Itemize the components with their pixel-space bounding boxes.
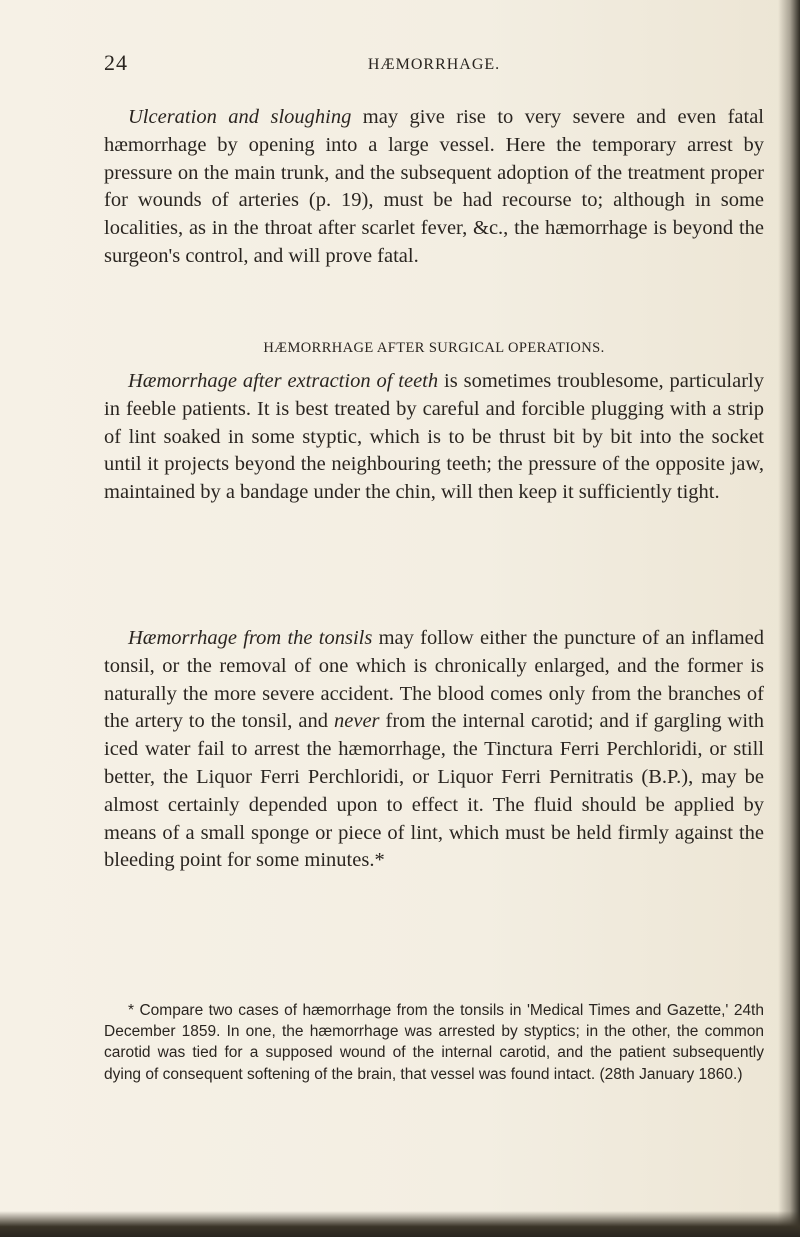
paragraph-teeth xyxy=(104,368,764,507)
paragraph-body: is sometimes troublesome, particularly in feeble patients. It is best treated by careful and forcible plugging with a strip of lint soaked in some styptic, which is to be thrust bit by bit into the socket until it projects beyond the neighbouring teeth; the pressure of the opposite jaw, maintained by a bandage under the chin, will then keep it sufficiently tight. xyxy=(104,370,764,504)
page-edge-shadow xyxy=(778,0,800,1237)
paragraph-text xyxy=(104,368,764,507)
paragraph-text xyxy=(104,625,764,875)
paragraph-tonsils xyxy=(104,625,764,875)
paragraph-lead: Ulceration and sloughing xyxy=(128,106,352,128)
paragraph-ulceration xyxy=(104,104,764,271)
running-head-title: HÆMORRHAGE. xyxy=(367,56,501,73)
paragraph-lead: Hæmorrhage after extraction of teeth xyxy=(128,370,439,392)
emphasis-never: never xyxy=(334,710,380,733)
paragraph-body: from the internal carotid; and if gargling with iced water fail to arrest the hæmorrhage, the Tinctura Ferri Perchloridi, or still better, the Liquor Ferri Perchloridi, or Liquor Ferri Pernitratis (B.P.), may be almost certainly depended upon to effect it. The fluid should be applied by means of a small sponge or piece of lint, which must be held firmly against the bleeding point for some minutes.* xyxy=(104,710,764,872)
section-heading: HÆMORRHAGE AFTER SURGICAL OPERATIONS. xyxy=(263,340,605,356)
footnote xyxy=(104,1000,764,1085)
page-bottom-edge xyxy=(0,1211,800,1237)
paragraph-body: may give rise to very severe and even fatal hæmorrhage by opening into a large vessel. Here the temporary arrest by pressure on the main trunk, and the subsequent adoption of the treatment proper for wounds of arteries (p. 19), must be had recourse to; although in some localities, as in the throat after scarlet fever, &c., the hæmorrhage is beyond the surgeon's control, and will prove fatal. xyxy=(104,106,765,267)
paragraph-text xyxy=(104,104,764,271)
page-number: 24 xyxy=(104,50,128,75)
footnote-text: * Compare two cases of hæmorrhage from the tonsils in 'Medical Times and Gazette,' 24th December 1859. In one, the hæmorrhage was arrested by styptics; in the other, the common carotid was tied for a supposed wound of the internal carotid, and the patient subsequently dying of consequent softening of the brain, that vessel was found intact. (28th January 1860.) xyxy=(104,1002,764,1083)
paragraph-lead: Hæmorrhage from the tonsils xyxy=(128,627,373,649)
paragraph-body: may follow either the puncture of an inflamed tonsil, or the removal of one which is chronically enlarged, and the former is naturally the more severe accident. The blood comes only from the branches of the artery to the tonsil, and xyxy=(104,627,764,733)
